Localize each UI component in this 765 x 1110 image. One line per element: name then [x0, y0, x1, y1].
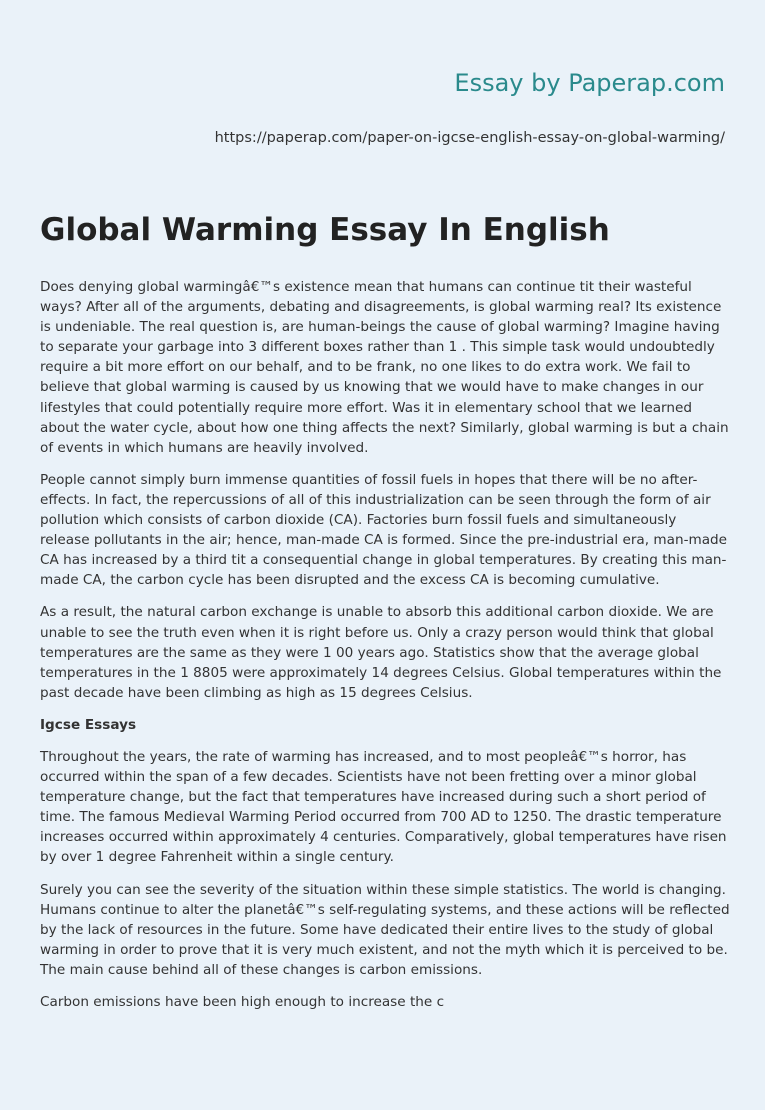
- essay-paragraph: Surely you can see the severity of the situation within these simple statistics. The world is changing. Humans continue to alter the planetâ€™s self-regulating systems, and these actions will be reflected by the lack of resources in the future. Some have dedicated their entire lives to the study of global warming in order to prove that it is very much existent, and not the myth which it is perceived to be. The main cause behind all of these changes is carbon emissions.: [40, 881, 730, 978]
- essay-paragraph-truncated: Carbon emissions have been high enough to increase the c: [40, 994, 445, 1010]
- essay-body: [40, 277, 730, 1024]
- source-url[interactable]: https://paperap.com/paper-on-igcse-english-essay-on-global-warming/: [214, 130, 725, 146]
- essay-paragraph: As a result, the natural carbon exchange is unable to absorb this additional carbon dioxide. We are unable to see the truth even when it is right before us. Only a crazy person would think that global temperatures are the same as they were 1 00 years ago. Statistics show that the average global temperatures in the 1 8805 were approximately 14 degrees Celsius. Global temperatures within the past decade have been climbing as high as 15 degrees Celsius.: [40, 604, 722, 701]
- essay-paragraph: People cannot simply burn immense quantities of fossil fuels in hopes that there will be no after-effects. In fact, the repercussions of all of this industrialization can be seen through the form of air pollution which consists of carbon dioxide (CA). Factories burn fossil fuels and simultaneously release pollutants in the air; hence, man-made CA is formed. Since the pre-industrial era, man-made CA has increased by a third tit a consequential change in global temperatures. By creating this man- made CA, the carbon cycle has been disrupted and the excess CA is becoming cumulative.: [40, 471, 728, 589]
- essay-paragraph: Does denying global warmingâ€™s existence mean that humans can continue tit their wasteful ways? After all of the arguments, debating and disagreements, is global warming real? Its existence is undeniable. The real question is, are human-beings the cause of global warming? Imagine having to separate your garbage into 3 different boxes rather than 1 . This simple task would undoubtedly require a bit more effort on our behalf, and to be frank, no one likes to do extra work. We fail to believe that global warming is caused by us knowing that we would have to make changes in our lifestyles that could potentially require more effort. Was it in elementary school that we learned about the water cycle, about how one thing affects the next? Similarly, global warming is but a chain of events in which humans are heavily involved.: [40, 279, 729, 456]
- page-title: Global Warming Essay In English: [40, 212, 610, 248]
- section-subheading: Igcse Essays: [40, 716, 137, 733]
- essay-paragraph: Throughout the years, the rate of warming has increased, and to most peopleâ€™s horror, has occurred within the span of a few decades. Scientists have not been fretting over a minor global temperature change, but the fact that temperatures have increased during such a short period of time. The famous Medieval Warming Period occurred from 700 AD to 1250. The drastic temperature increases occurred within approximately 4 centuries. Comparatively, global temperatures have risen by over 1 degree Fahrenheit within a single century.: [40, 748, 727, 866]
- brand-link[interactable]: Essay by Paperap.com: [454, 69, 725, 97]
